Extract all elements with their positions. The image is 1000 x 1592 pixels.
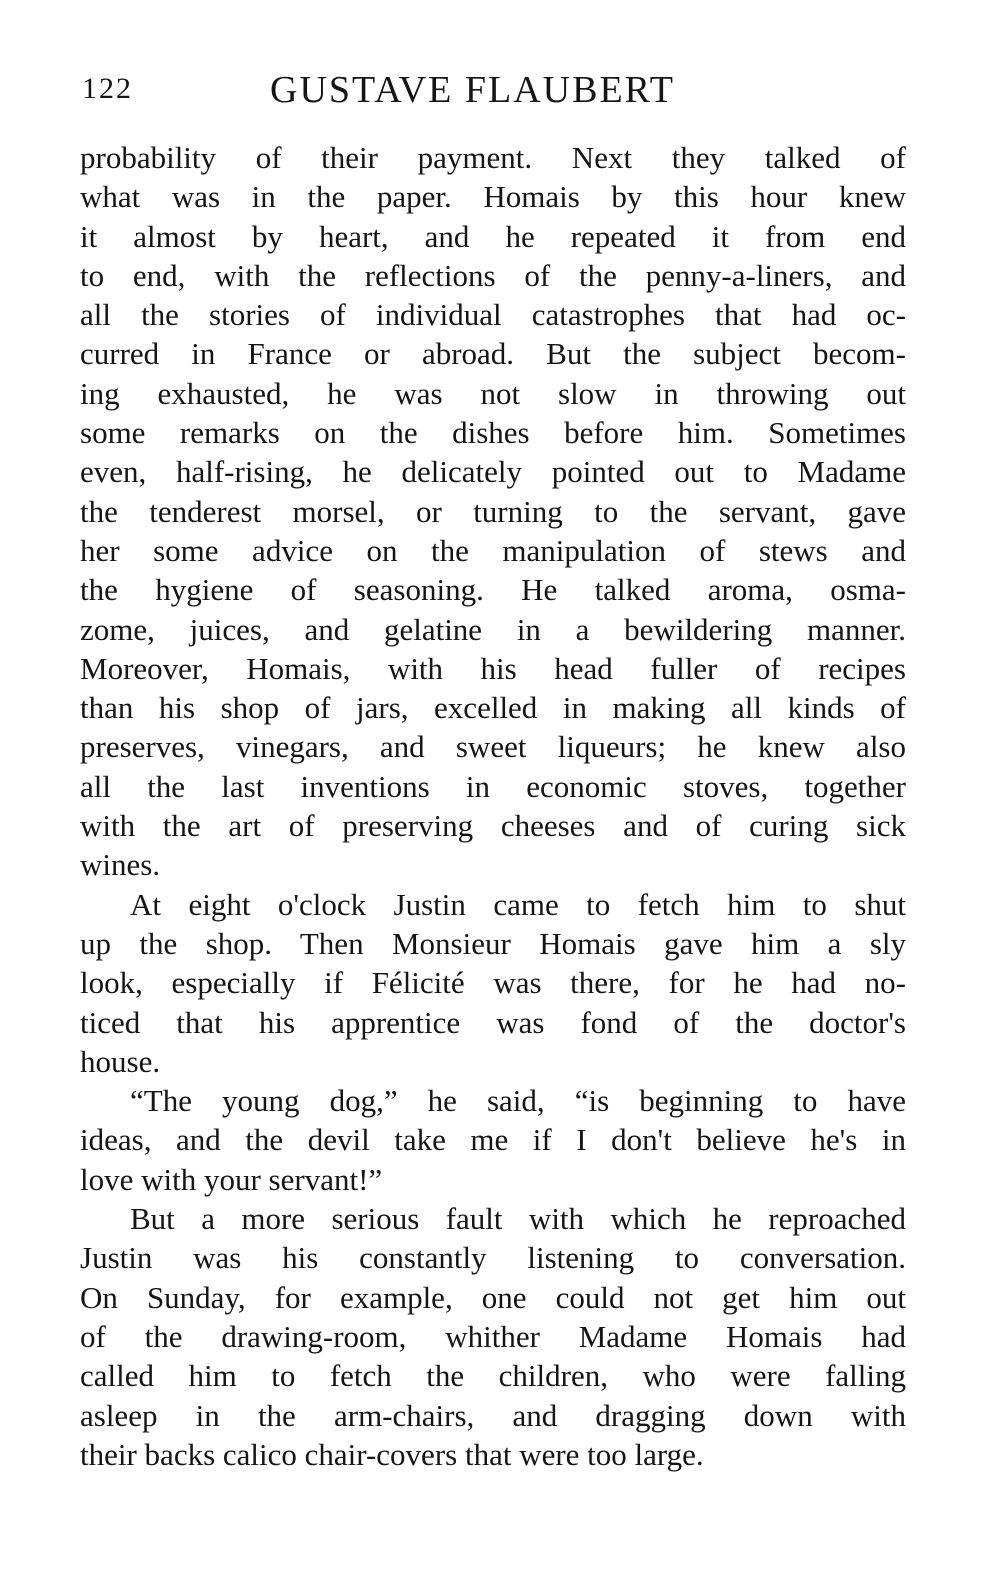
text-line: some remarks on the dishes before him. Sometimes <box>80 415 906 451</box>
text-line: of the drawing-room, whither Madame Homais had <box>80 1318 906 1354</box>
text-line: ing exhausted, he was not slow in throwing out <box>80 375 906 411</box>
text-line: her some advice on the manipulation of stews and <box>80 532 906 568</box>
text-line: called him to fetch the children, who were falling <box>80 1358 906 1394</box>
text-line: even, half-rising, he delicately pointed out to Madame <box>80 454 906 490</box>
text-line: all the last inventions in economic stoves, together <box>80 768 906 804</box>
text-line: probability of their payment. Next they talked of <box>80 140 906 175</box>
text-line: to end, with the reflections of the penny-a-liners, and <box>80 257 906 293</box>
paragraph <box>80 138 906 885</box>
paragraph <box>80 1199 906 1474</box>
text-line: ticed that his apprentice was fond of the doctor's <box>80 1004 906 1040</box>
text-line: all the stories of individual catastrophes that had oc- <box>80 297 906 333</box>
text-line: it almost by heart, and he repeated it from end <box>80 218 906 254</box>
text-line: But a more serious fault with which he reproached <box>130 1201 906 1237</box>
running-header <box>80 68 906 128</box>
text-line: On Sunday, for example, one could not get him out <box>80 1279 906 1315</box>
text-line: house. <box>80 1043 161 1079</box>
text-line: the hygiene of seasoning. He talked aroma, osma- <box>80 572 906 608</box>
text-line: Moreover, Homais, with his head fuller of recipes <box>80 650 906 686</box>
text-line: up the shop. Then Monsieur Homais gave him a sly <box>80 925 906 961</box>
text-line: At eight o'clock Justin came to fetch him to shut <box>130 886 906 922</box>
text-line: asleep in the arm-chairs, and dragging down with <box>80 1397 906 1433</box>
text-line: zome, juices, and gelatine in a bewildering manner. <box>80 611 906 647</box>
text-line: preserves, vinegars, and sweet liqueurs; he knew also <box>80 729 906 765</box>
page-number: 122 <box>82 72 133 105</box>
paragraph <box>80 885 906 1081</box>
running-title: GUSTAVE FLAUBERT <box>270 69 675 111</box>
text-line: Justin was his constantly listening to conversation. <box>80 1240 906 1276</box>
body-text <box>80 138 906 1474</box>
text-line: than his shop of jars, excelled in making all kinds of <box>80 690 906 726</box>
text-line: what was in the paper. Homais by this hour knew <box>80 179 906 215</box>
text-line: curred in France or abroad. But the subject becom- <box>80 336 906 372</box>
book-page <box>80 68 906 1474</box>
text-line: “The young dog,” he said, “is beginning to have <box>130 1083 906 1119</box>
text-line: ideas, and the devil take me if I don't believe he's in <box>80 1122 906 1158</box>
paragraph <box>80 1081 906 1199</box>
text-line: wines. <box>80 847 161 883</box>
text-line: with the art of preserving cheeses and of curing sick <box>80 808 906 844</box>
text-line: the tenderest morsel, or turning to the servant, gave <box>80 493 906 529</box>
text-line: their backs calico chair-covers that were too large. <box>80 1436 704 1472</box>
text-line: love with your servant!” <box>80 1161 383 1197</box>
text-line: look, especially if Félicité was there, for he had no- <box>80 965 906 1001</box>
